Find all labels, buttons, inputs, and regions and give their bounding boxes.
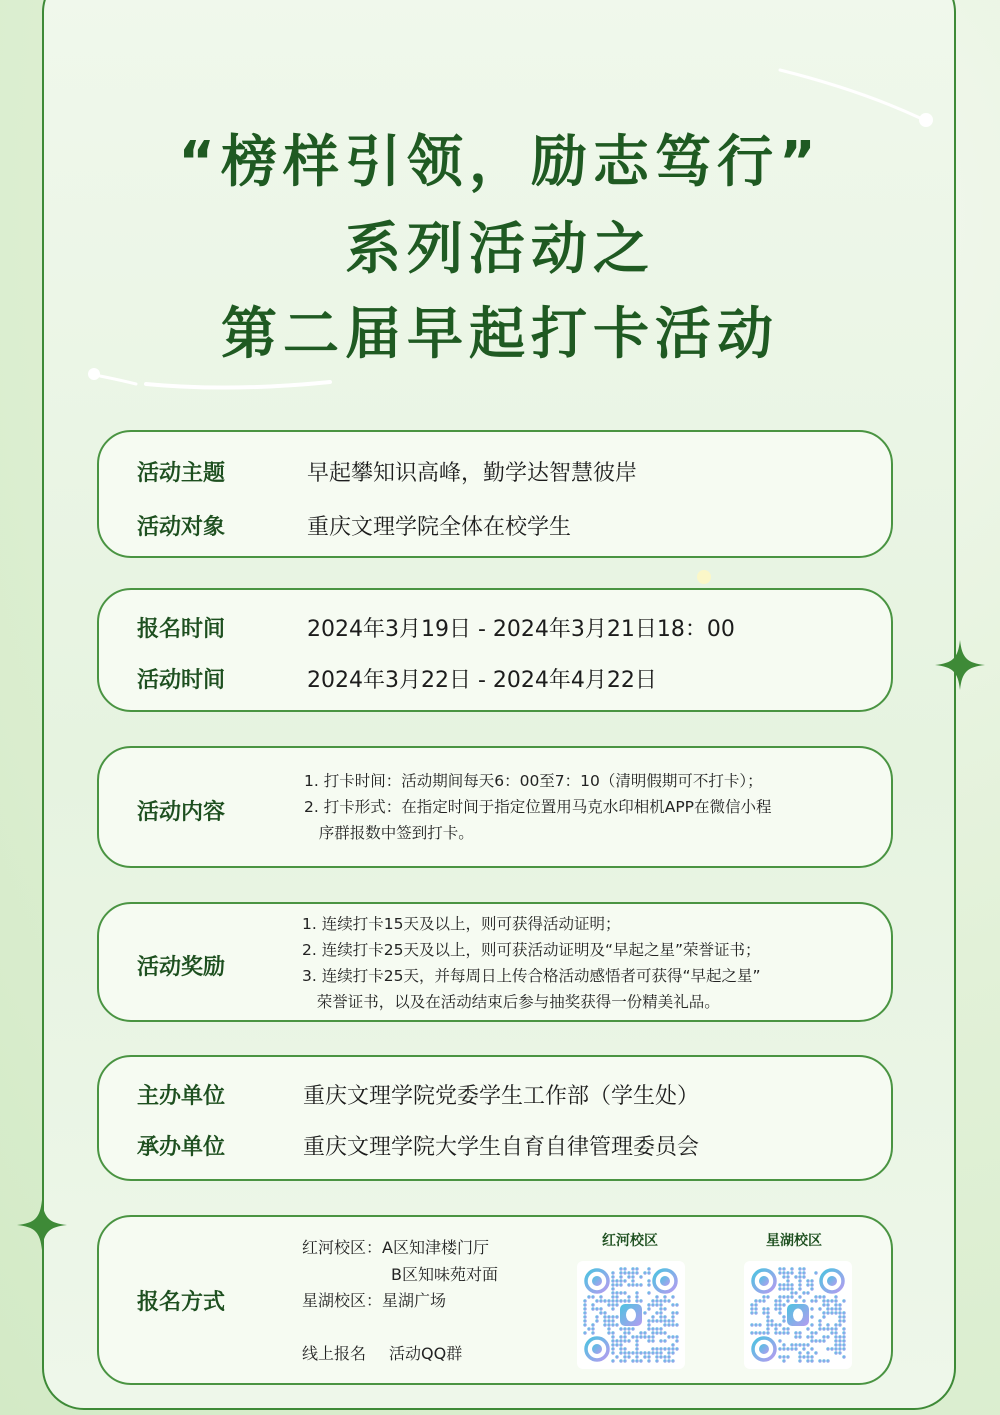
online-registration-value: 活动QQ群 xyxy=(389,1344,463,1363)
theme-label: 活动主题 xyxy=(137,461,226,486)
activity-content-panel xyxy=(97,746,893,868)
poster-title-line3: 第二届早起打卡活动 xyxy=(221,302,779,367)
poster-title-line2: 系列活动之 xyxy=(345,217,655,282)
activity-time-value: 2024年3月22日 - 2024年4月22日 xyxy=(307,668,657,693)
glow-dot-decoration xyxy=(697,570,711,584)
schedule-panel xyxy=(97,588,893,712)
sparkle-icon xyxy=(935,640,985,690)
registration-method-label: 报名方式 xyxy=(137,1290,226,1315)
activity-content-list xyxy=(304,768,772,846)
target-value: 重庆文理学院全体在校学生 xyxy=(307,515,572,540)
registration-time-label: 报名时间 xyxy=(137,617,226,642)
poster-title-line1: “榜样引领，励志笃行” xyxy=(178,130,822,195)
organizer-panel xyxy=(97,1055,893,1181)
host-label: 主办单位 xyxy=(137,1084,226,1109)
list-item: 序群报数中签到打卡。 xyxy=(304,824,474,842)
xinghu-campus-location: 星湖校区：星湖广场 xyxy=(302,1291,447,1310)
list-item: 荣誉证书，以及在活动结束后参与抽奖获得一份精美礼品。 xyxy=(302,993,720,1011)
qr-code-icon[interactable] xyxy=(577,1261,685,1369)
registration-panel xyxy=(97,1215,893,1385)
online-registration-label: 线上报名 xyxy=(302,1344,367,1363)
honghe-campus-location-b: B区知味苑对面 xyxy=(391,1265,498,1284)
theme-target-panel xyxy=(97,430,893,558)
list-item: 2. 打卡形式：在指定时间于指定位置用马克水印相机APP在微信小程 xyxy=(304,798,772,816)
organizer-value: 重庆文理学院大学生自育自律管理委员会 xyxy=(303,1135,700,1160)
list-item: 1. 连续打卡15天及以上，则可获得活动证明； xyxy=(302,915,621,933)
organizer-label: 承办单位 xyxy=(137,1135,226,1160)
list-item: 1. 打卡时间：活动期间每天6：00至7：10（清明假期可不打卡）； xyxy=(304,772,763,790)
registration-time-value: 2024年3月19日 - 2024年3月21日18：00 xyxy=(307,617,735,642)
sparkle-icon xyxy=(17,1200,67,1250)
list-item: 3. 连续打卡25天，并每周日上传合格活动感悟者可获得“早起之星” xyxy=(302,967,761,985)
rewards-label: 活动奖励 xyxy=(137,955,226,980)
qr-caption-xinghu: 星湖校区 xyxy=(766,1233,822,1249)
activity-content-label: 活动内容 xyxy=(137,800,226,825)
list-item: 2. 连续打卡25天及以上，则可获活动证明及“早起之星”荣誉证书； xyxy=(302,941,761,959)
activity-time-label: 活动时间 xyxy=(137,668,226,693)
theme-value: 早起攀知识高峰，勤学达智慧彼岸 xyxy=(307,461,638,486)
rewards-list xyxy=(302,911,761,1015)
host-value: 重庆文理学院党委学生工作部（学生处） xyxy=(303,1084,700,1109)
qr-caption-honghe: 红河校区 xyxy=(602,1233,658,1249)
honghe-campus-location: 红河校区：A区知津楼门厅 xyxy=(302,1238,489,1257)
rewards-panel xyxy=(97,902,893,1022)
qr-code-icon[interactable] xyxy=(744,1261,852,1369)
target-label: 活动对象 xyxy=(137,515,226,540)
